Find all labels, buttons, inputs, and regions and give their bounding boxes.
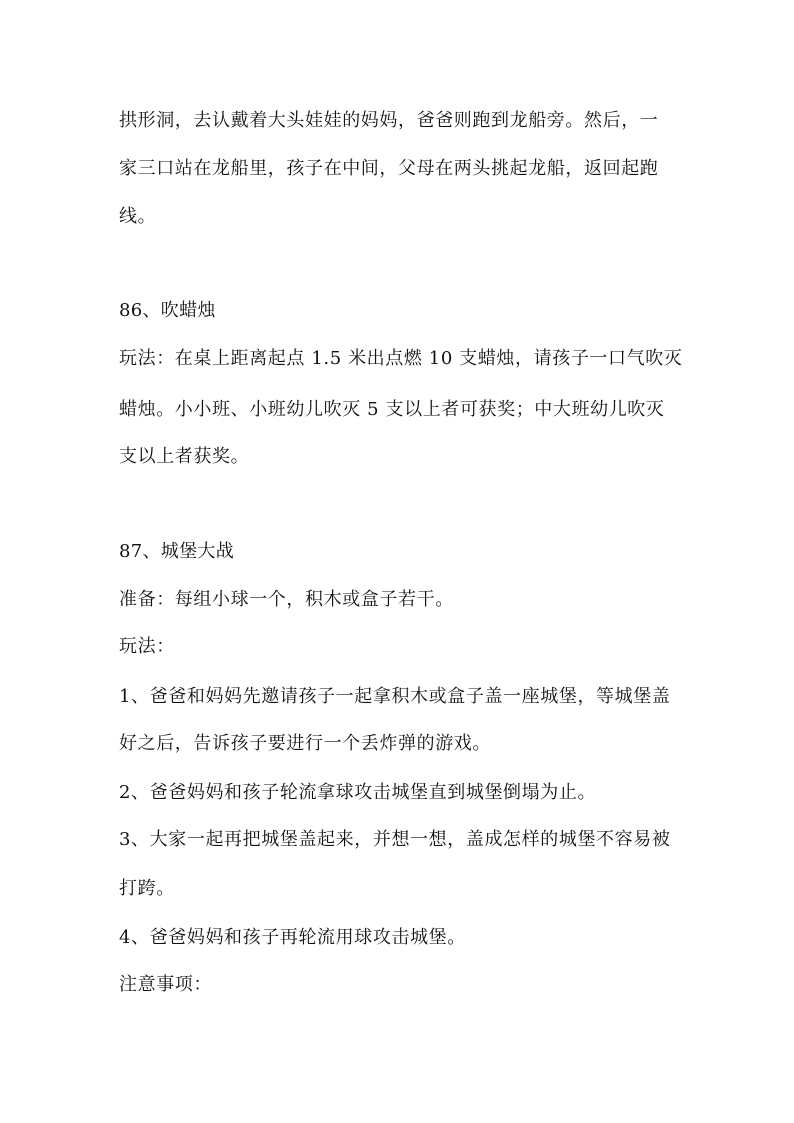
section-86-play-line-2: 蜡烛。小小班、小班幼儿吹灭 5 支以上者可获奖；中大班幼儿吹灭 [119, 399, 665, 420]
section-87-step-line-6: 4、爸爸妈妈和孩子再轮流用球攻击城堡。 [119, 927, 466, 948]
section-87-title: 87、城堡大战 [119, 541, 235, 562]
intro-line-3: 线。 [119, 206, 157, 227]
section-87-notes-label: 注意事项： [119, 974, 212, 995]
section-86-play-line-1: 玩法：在桌上距离起点 1.5 米出点燃 10 支蜡烛，请孩子一口气吹灭 [119, 348, 683, 369]
section-86-title: 86、吹蜡烛 [119, 300, 216, 321]
section-87-step-line-2: 好之后，告诉孩子要进行一个丢炸弹的游戏。 [119, 733, 491, 754]
section-87-step-line-4: 3、大家一起再把城堡盖起来，并想一想，盖成怎样的城堡不容易被 [119, 829, 671, 850]
section-87-step-line-5: 打跨。 [119, 878, 175, 899]
section-87-play-label: 玩法： [119, 636, 175, 657]
intro-line-2: 家三口站在龙船里，孩子在中间，父母在两头挑起龙船，返回起跑 [119, 158, 659, 179]
intro-line-1: 拱形洞，去认戴着大头娃娃的妈妈，爸爸则跑到龙船旁。然后，一 [119, 110, 659, 131]
section-86-play-line-3: 支以上者获奖。 [119, 446, 250, 467]
section-87-step-line-1: 1、爸爸和妈妈先邀请孩子一起拿积木或盒子盖一座城堡，等城堡盖 [119, 686, 671, 707]
section-87-step-line-3: 2、爸爸妈妈和孩子轮流拿球攻击城堡直到城堡倒塌为止。 [119, 782, 597, 803]
section-87-prep: 准备：每组小球一个，积木或盒子若干。 [119, 589, 454, 610]
